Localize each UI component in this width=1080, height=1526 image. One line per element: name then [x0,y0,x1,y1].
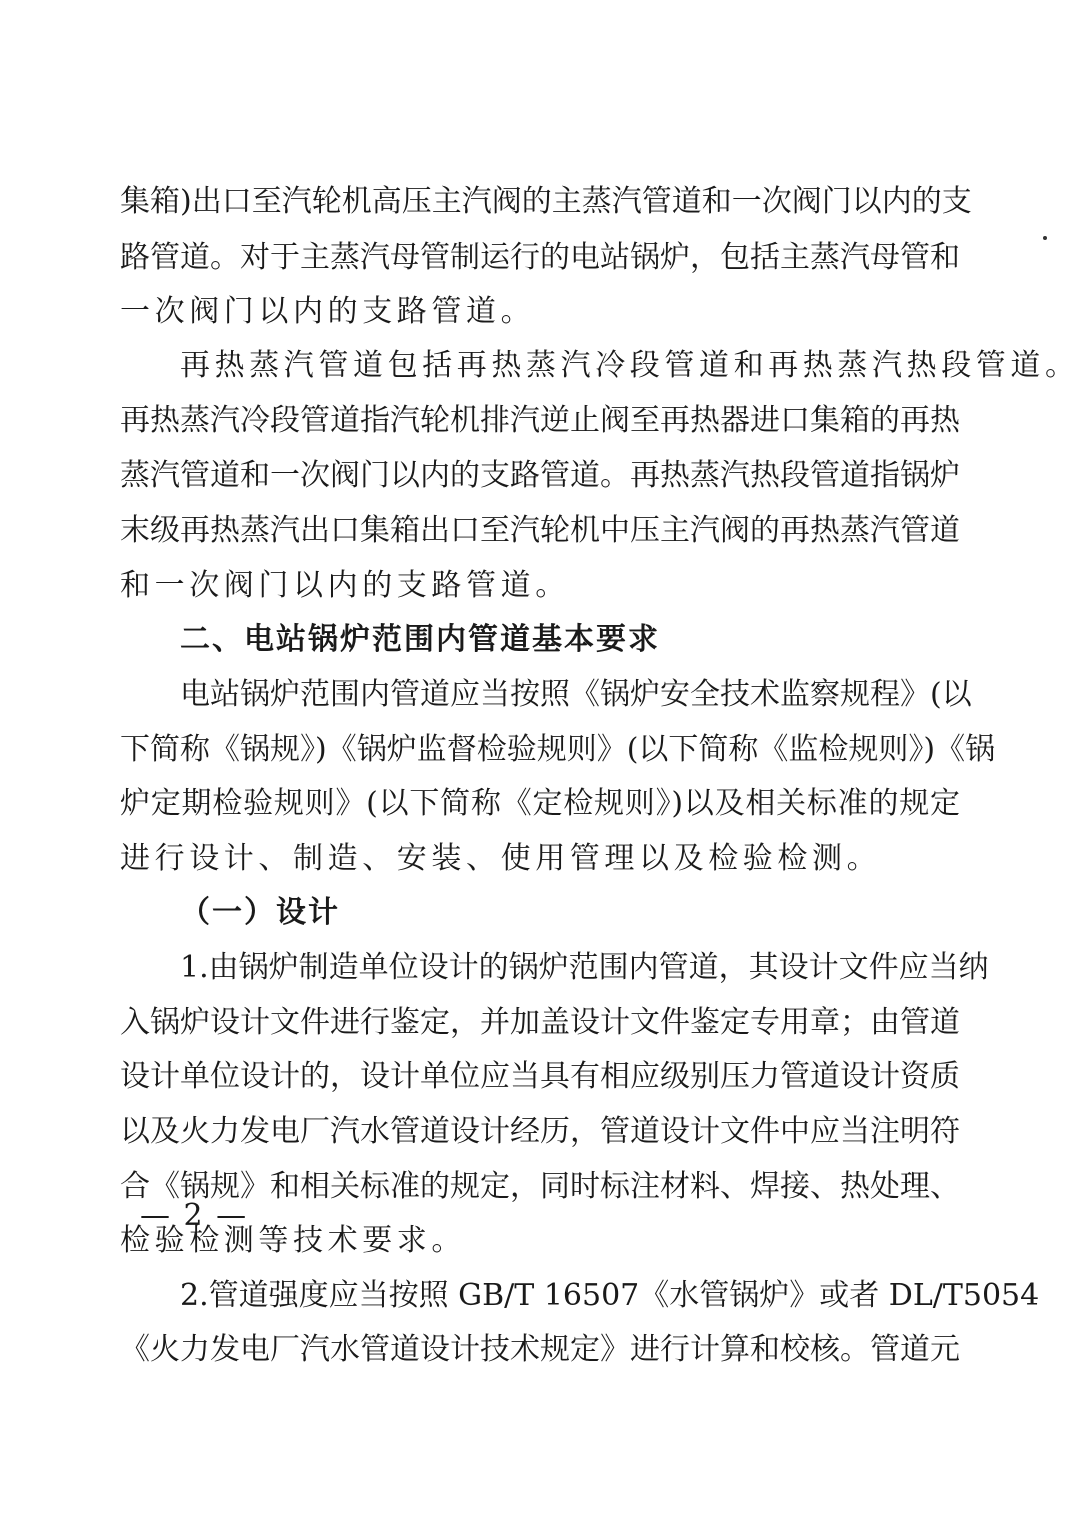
scan-speck [1043,236,1047,240]
paragraph-start-line: 电站锅炉范围内管道应当按照《锅炉安全技术监察规程》(以 [180,677,972,712]
text-line: 路管道。对于主蒸汽母管制运行的电站锅炉，包括主蒸汽母管和 [120,240,960,275]
text-line: 设计单位设计的，设计单位应当具有相应级别压力管道设计资质 [120,1059,960,1094]
text-line: 末级再热蒸汽出口集箱出口至汽轮机中压主汽阀的再热蒸汽管道 [120,513,960,548]
subsection-heading: （一）设计 [180,895,340,930]
paragraph-start-line: 再热蒸汽管道包括再热蒸汽冷段管道和再热蒸汽热段管道。 [180,348,1080,383]
text-line: 和一次阀门以内的支路管道。 [120,568,570,603]
text-line: 下简称《锅规》)《锅炉监督检验规则》(以下简称《监检规则》)《锅 [120,732,996,767]
text-line: 进行设计、制造、安装、使用管理以及检验检测。 [120,841,882,876]
text-line: 合《锅规》和相关标准的规定，同时标注材料、焊接、热处理、 [120,1169,960,1204]
text-line: 一次阀门以内的支路管道。 [120,294,536,329]
page-number: — 2 — [140,1198,249,1233]
text-line: 检验检测等技术要求。 [120,1223,466,1258]
paragraph-start-line: 1.由锅炉制造单位设计的锅炉范围内管道，其设计文件应当纳 [180,950,989,985]
text-line: 《火力发电厂汽水管道设计技术规定》进行计算和校核。管道元 [120,1332,960,1367]
text-line: 蒸汽管道和一次阀门以内的支路管道。再热蒸汽热段管道指锅炉 [120,458,960,493]
paragraph-start-line: 2.管道强度应当按照 GB/T 16507《水管锅炉》或者 DL/T5054 [180,1278,1040,1313]
text-line: 入锅炉设计文件进行鉴定，并加盖设计文件鉴定专用章；由管道 [120,1005,960,1040]
text-line: 以及火力发电厂汽水管道设计经历，管道设计文件中应当注明符 [120,1114,960,1149]
text-line: 集箱)出口至汽轮机高压主汽阀的主蒸汽管道和一次阀门以内的支 [120,184,972,219]
section-heading: 二、电站锅炉范围内管道基本要求 [180,622,660,657]
text-line: 炉定期检验规则》(以下简称《定检规则》)以及相关标准的规定 [120,786,960,821]
text-line: 再热蒸汽冷段管道指汽轮机排汽逆止阀至再热器进口集箱的再热 [120,403,960,438]
